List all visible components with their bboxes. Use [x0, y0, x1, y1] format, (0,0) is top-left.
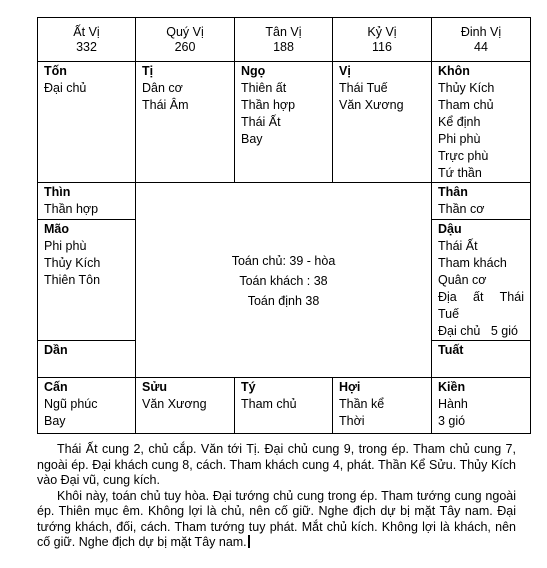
palace-entry: Tuế [438, 307, 460, 321]
palace-entry: 3 gió [438, 414, 466, 428]
palace-grid [37, 17, 531, 434]
palace-entry: Thần hợp [241, 98, 296, 112]
palace-entry: Thần cơ [438, 202, 485, 216]
header-value: 260 [174, 39, 196, 54]
word: Đại chủ [438, 324, 481, 338]
text-cursor [248, 535, 250, 548]
palace-name: Thân [438, 185, 468, 199]
paragraph [37, 489, 516, 551]
header-name: Ất Vị [73, 24, 100, 39]
paragraph: Thái Ất cung 2, chủ cắp. Văn tới Tị. Đại chủ cung 9, trong ép. Tham chủ cung 7, ngoài ép. Đại khách cung 8, cách. Tham khách cung 4, phát. Thần Kể Sửu. Thủy Kích vào Đại vũ, cung kích. [37, 442, 516, 487]
palace-entry: Kể định [438, 115, 481, 129]
palace-thin [38, 183, 136, 220]
palace-ton [38, 62, 136, 183]
palace-entry: Văn Xương [142, 397, 207, 411]
palace-entry: Thời [339, 414, 365, 428]
palace-ty [235, 378, 333, 434]
header-value: 44 [474, 39, 488, 54]
palace-ti [136, 62, 235, 183]
palace-entry: Tham chủ [438, 98, 494, 112]
palace-entry: Thủy Kích [438, 81, 495, 95]
palace-ngo [235, 62, 333, 183]
header-cell [136, 18, 235, 62]
palace-name: Khôn [438, 64, 470, 78]
header-value: 188 [273, 39, 294, 54]
palace-name: Tý [241, 380, 256, 394]
palace-khon [432, 62, 531, 183]
palace-hoi [333, 378, 432, 434]
header-name: Kỷ Vị [367, 24, 397, 39]
body-text[interactable] [37, 442, 516, 551]
palace-entry: Dân cơ [142, 81, 183, 95]
palace-vi [333, 62, 432, 183]
palace-name: Ngọ [241, 64, 266, 78]
palace-mao [38, 220, 136, 341]
palace-name: Vị [339, 64, 351, 78]
header-cell [333, 18, 432, 62]
header-cell [432, 18, 531, 62]
palace-name: Hợi [339, 380, 361, 394]
palace-entry: Thái Tuế [339, 81, 388, 95]
palace-name: Tốn [44, 64, 67, 78]
palace-suu [136, 378, 235, 434]
palace-entry: Tứ thần [438, 166, 482, 180]
header-name: Tân Vị [265, 24, 302, 39]
palace-name: Dậu [438, 222, 462, 236]
header-cell [235, 18, 333, 62]
palace-name: Tị [142, 64, 154, 78]
palace-dan [38, 341, 136, 378]
palace-entry: Thiên ất [241, 81, 287, 95]
palace-name: Dần [44, 343, 68, 357]
palace-kien [432, 378, 531, 434]
palace-than [432, 183, 531, 220]
paragraph-text: Khôi này, toán chủ tuy hòa. Đại tướng chủ cung trong ép. Tham tướng cung ngoài ép. Thiên mục êm. Không lợi là chủ, nên cố giữ. Nghe địch dự bị mặt Tây nam. Đại tướng khách, đối, cách. Tham tướng tuy phát. Mắt chủ kích. Không lợi là khách, nên cố giữ. Nghe địch dự bị mặt Tây nam. [37, 488, 516, 549]
word: Thái [499, 290, 524, 304]
center-line: Toán định 38 [247, 293, 320, 308]
palace-can [38, 378, 136, 434]
center-line: Toán khách : 38 [239, 273, 328, 288]
palace-dau [432, 220, 531, 341]
palace-entry: Phi phù [44, 239, 87, 253]
palace-entry: Bay [44, 414, 66, 428]
palace-entry: Trực phù [438, 149, 489, 163]
word: 5 gió [490, 324, 518, 338]
palace-entry: Đại chủ [44, 81, 87, 95]
palace-entry: Thái Âm [142, 98, 189, 112]
center-line: Toán chủ: 39 - hòa [231, 253, 336, 268]
word: Địa [438, 290, 457, 304]
palace-entry: Thần hợp [44, 202, 99, 216]
palace-entry: Phi phù [438, 132, 481, 146]
header-cell [38, 18, 136, 62]
palace-entry: Văn Xương [339, 98, 404, 112]
palace-name: Tuất [438, 343, 464, 357]
palace-name: Kiền [438, 380, 466, 394]
header-value: 116 [372, 39, 392, 54]
palace-entry: Thiên Tôn [44, 273, 101, 287]
palace-name: Cấn [44, 380, 68, 394]
palace-entry: Tham chủ [241, 397, 297, 411]
header-name: Quý Vị [166, 24, 204, 39]
palace-entry [438, 323, 524, 340]
palace-entry: Hành [438, 397, 468, 411]
palace-entry: Bay [241, 132, 263, 146]
palace-entry: Thái Ất [241, 115, 281, 129]
center-summary [136, 183, 432, 378]
palace-entry-justified [438, 289, 524, 306]
header-name: Đinh Vị [460, 24, 502, 39]
palace-entry: Thủy Kích [44, 256, 101, 270]
palace-entry: Tham khách [438, 256, 507, 270]
palace-name: Mão [44, 222, 69, 236]
header-value: 332 [76, 39, 97, 54]
palace-entry: Ngũ phúc [44, 397, 98, 411]
palace-entry: Quân cơ [438, 273, 487, 287]
palace-name: Sửu [142, 380, 168, 394]
word: ất [473, 290, 484, 304]
palace-tuat [432, 341, 531, 378]
palace-name: Thìn [44, 185, 71, 199]
palace-entry: Thái Ất [438, 239, 478, 253]
palace-entry: Thần kể [339, 397, 385, 411]
